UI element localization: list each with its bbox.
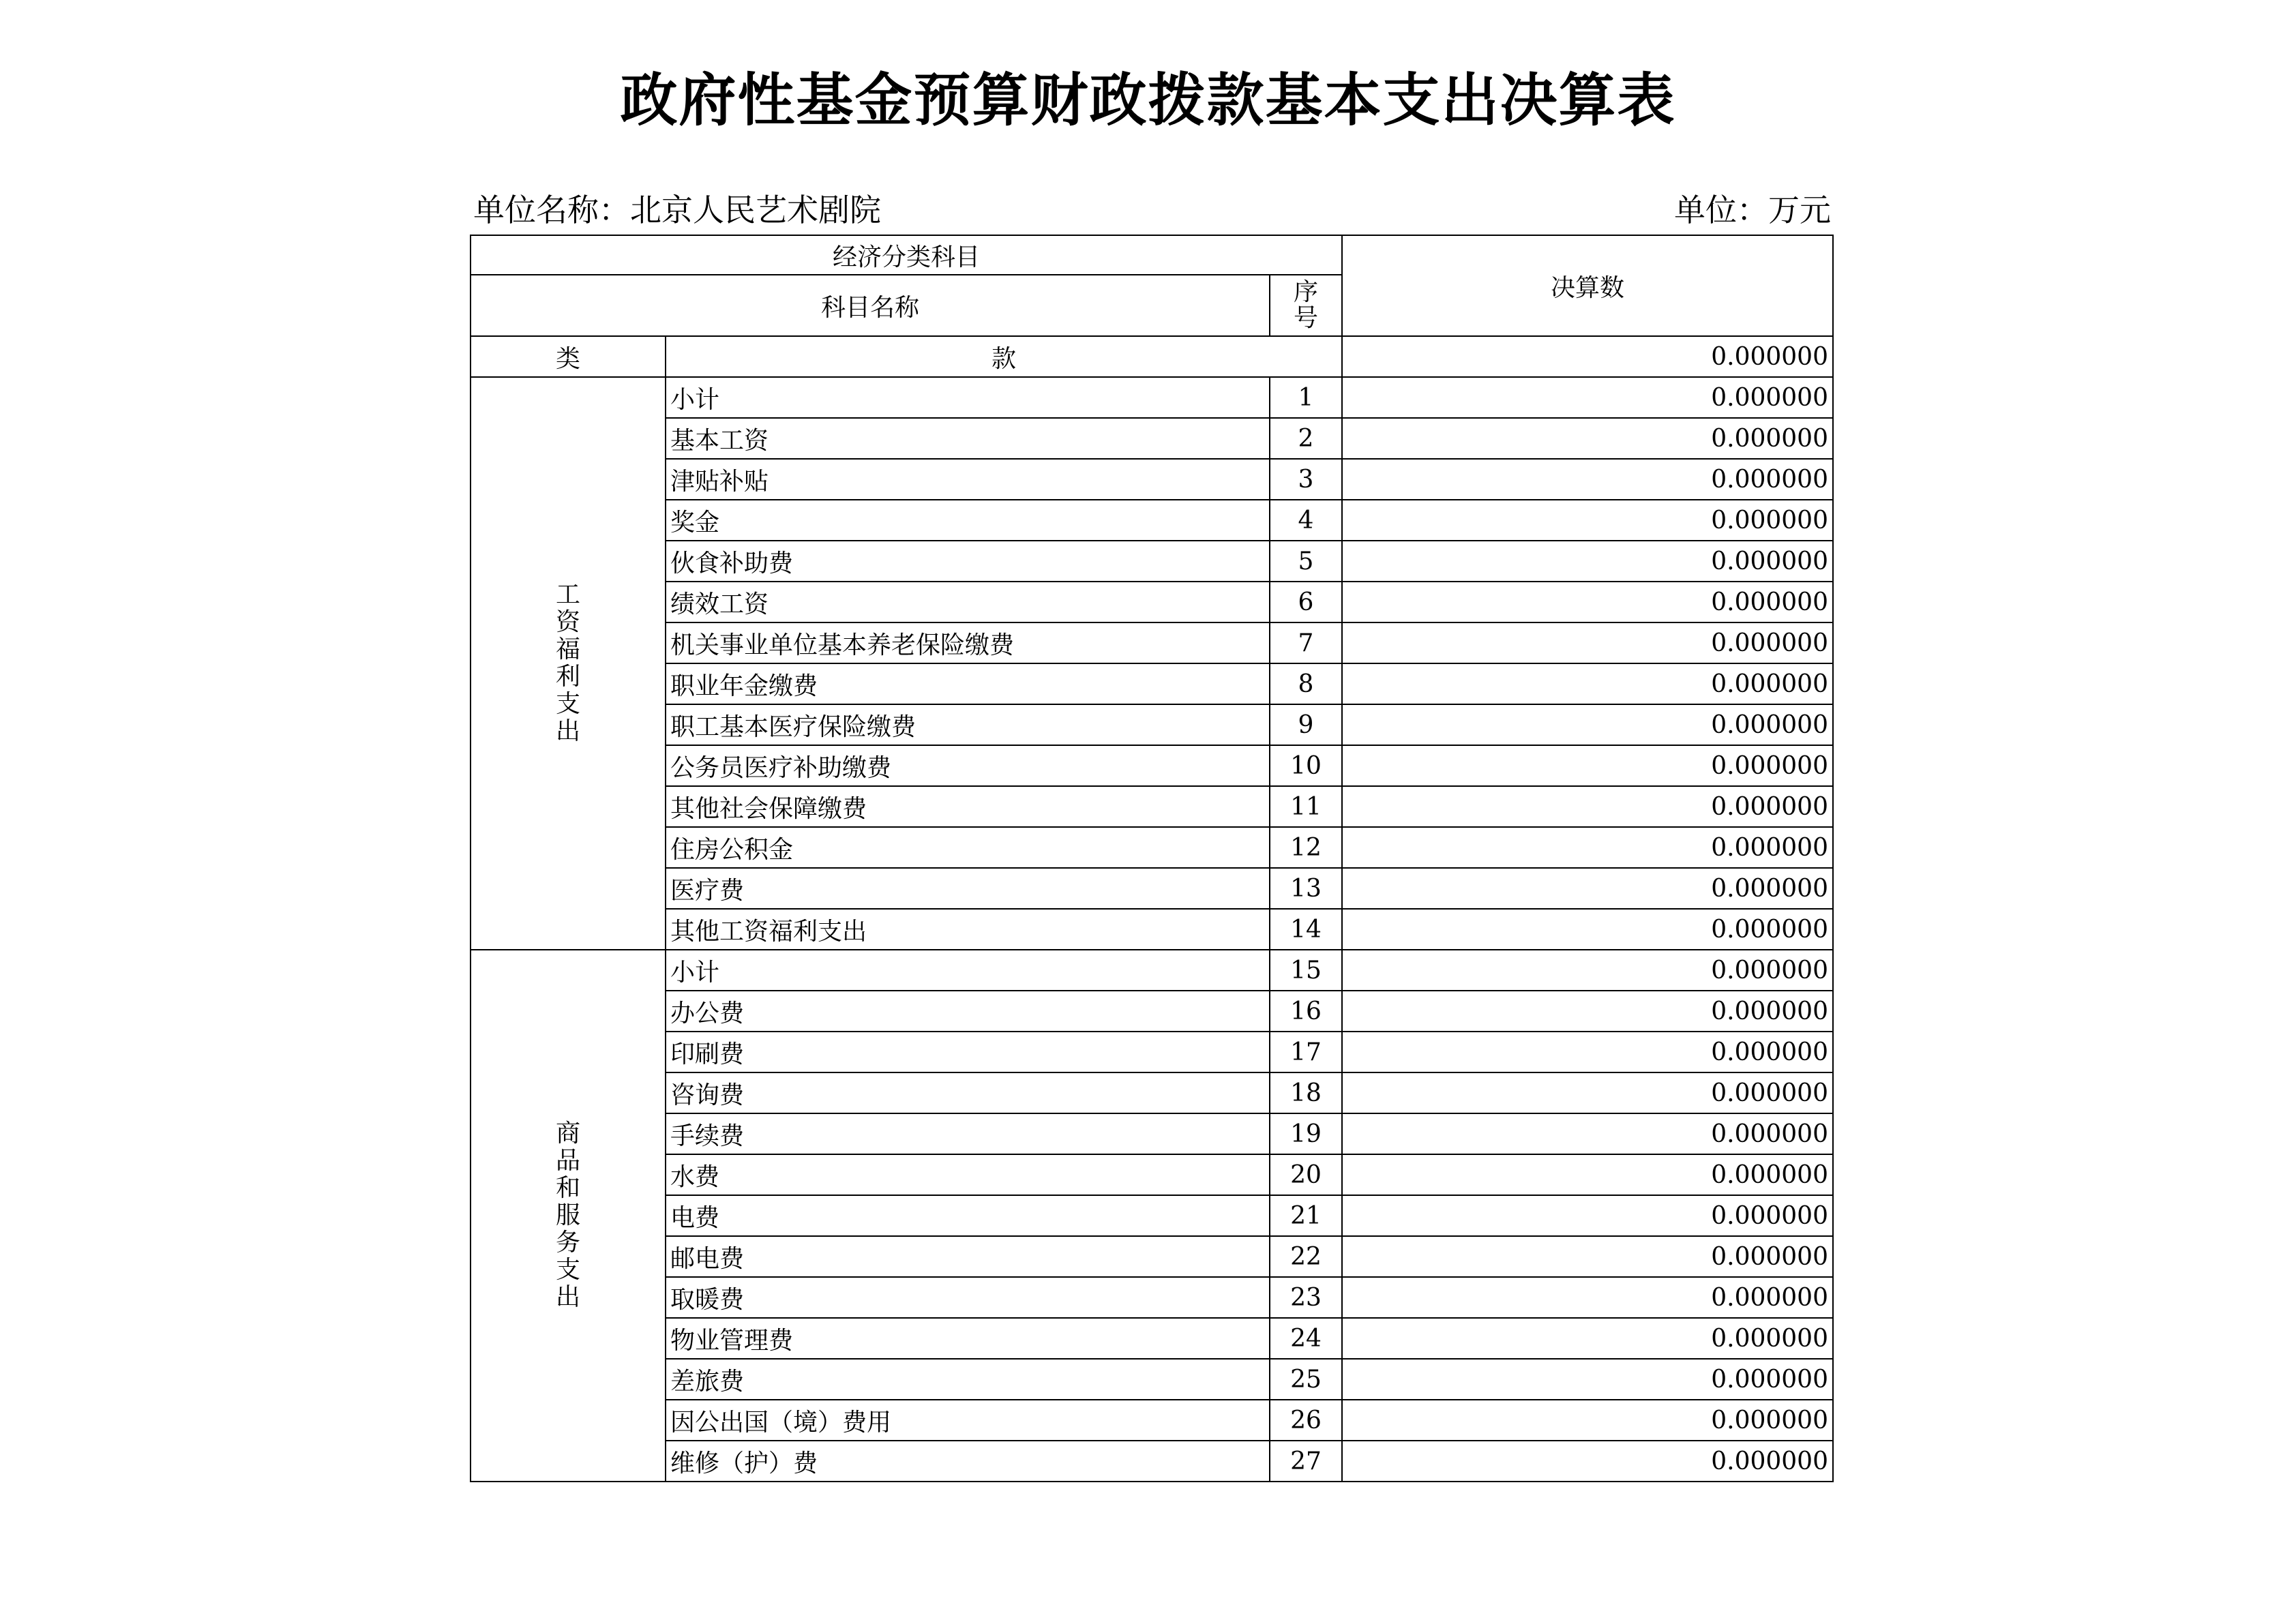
table-row <box>471 909 1833 950</box>
table-row <box>471 1400 1833 1441</box>
item-seq: 26 <box>1270 1400 1342 1441</box>
table-row <box>471 745 1833 786</box>
table-row <box>471 950 1833 991</box>
item-name: 医疗费 <box>666 868 1270 909</box>
item-seq: 10 <box>1270 745 1342 786</box>
item-seq: 16 <box>1270 991 1342 1032</box>
item-name: 办公费 <box>666 991 1270 1032</box>
item-seq: 5 <box>1270 541 1342 582</box>
item-name: 取暖费 <box>666 1277 1270 1318</box>
table-row <box>471 786 1833 827</box>
table-row <box>471 704 1833 745</box>
item-name: 奖金 <box>666 500 1270 541</box>
item-seq: 17 <box>1270 1032 1342 1072</box>
item-value: 0.000000 <box>1342 622 1833 663</box>
table-row <box>471 1277 1833 1318</box>
item-value: 0.000000 <box>1342 1113 1833 1154</box>
item-name: 小计 <box>666 377 1270 418</box>
item-seq: 12 <box>1270 827 1342 868</box>
item-name: 维修（护）费 <box>666 1441 1270 1482</box>
item-seq: 2 <box>1270 418 1342 459</box>
table-row <box>471 1236 1833 1277</box>
item-seq: 6 <box>1270 582 1342 622</box>
item-seq: 22 <box>1270 1236 1342 1277</box>
item-seq: 24 <box>1270 1318 1342 1359</box>
item-name: 住房公积金 <box>666 827 1270 868</box>
item-name: 因公出国（境）费用 <box>666 1400 1270 1441</box>
item-value: 0.000000 <box>1342 1195 1833 1236</box>
header-row-1 <box>471 235 1833 275</box>
header-kuan: 款 <box>666 336 1342 377</box>
item-name: 其他工资福利支出 <box>666 909 1270 950</box>
item-seq: 8 <box>1270 663 1342 704</box>
item-name: 津贴补贴 <box>666 459 1270 500</box>
table-row <box>471 541 1833 582</box>
item-name: 其他社会保障缴费 <box>666 786 1270 827</box>
item-value: 0.000000 <box>1342 745 1833 786</box>
item-value: 0.000000 <box>1342 1072 1833 1113</box>
item-seq: 1 <box>1270 377 1342 418</box>
item-value: 0.000000 <box>1342 950 1833 991</box>
table-row <box>471 418 1833 459</box>
table-row <box>471 377 1833 418</box>
item-value: 0.000000 <box>1342 1400 1833 1441</box>
item-value: 0.000000 <box>1342 418 1833 459</box>
item-seq: 7 <box>1270 622 1342 663</box>
currency-unit-label: 单位：万元 <box>1674 192 1831 228</box>
header-amount: 决算数 <box>1342 235 1833 336</box>
table-row <box>471 459 1833 500</box>
item-value: 0.000000 <box>1342 827 1833 868</box>
budget-table <box>470 235 1834 1482</box>
item-name: 咨询费 <box>666 1072 1270 1113</box>
item-name: 邮电费 <box>666 1236 1270 1277</box>
header-subject-name: 科目名称 <box>471 275 1270 336</box>
item-seq: 23 <box>1270 1277 1342 1318</box>
category-cell <box>471 377 666 950</box>
table-row <box>471 622 1833 663</box>
table-row <box>471 1195 1833 1236</box>
total-value: 0.000000 <box>1342 336 1833 377</box>
item-value: 0.000000 <box>1342 991 1833 1032</box>
item-seq: 4 <box>1270 500 1342 541</box>
item-name: 水费 <box>666 1154 1270 1195</box>
item-seq: 13 <box>1270 868 1342 909</box>
item-seq: 20 <box>1270 1154 1342 1195</box>
table-row <box>471 500 1833 541</box>
item-seq: 9 <box>1270 704 1342 745</box>
table-row <box>471 1359 1833 1400</box>
header-seq <box>1270 275 1342 336</box>
item-name: 差旅费 <box>666 1359 1270 1400</box>
item-name: 印刷费 <box>666 1032 1270 1072</box>
header-econ-class: 经济分类科目 <box>471 235 1342 275</box>
item-name: 电费 <box>666 1195 1270 1236</box>
unit-name-label: 单位名称：北京人民艺术剧院 <box>473 192 881 228</box>
category-cell <box>471 950 666 1482</box>
item-value: 0.000000 <box>1342 500 1833 541</box>
item-value: 0.000000 <box>1342 1441 1833 1482</box>
item-seq: 3 <box>1270 459 1342 500</box>
table-row <box>471 1441 1833 1482</box>
item-value: 0.000000 <box>1342 663 1833 704</box>
item-name: 机关事业单位基本养老保险缴费 <box>666 622 1270 663</box>
table-row <box>471 1072 1833 1113</box>
item-seq: 15 <box>1270 950 1342 991</box>
item-value: 0.000000 <box>1342 541 1833 582</box>
item-value: 0.000000 <box>1342 1318 1833 1359</box>
header-seq-text: 序 号 <box>1293 278 1318 332</box>
item-seq: 19 <box>1270 1113 1342 1154</box>
item-value: 0.000000 <box>1342 1236 1833 1277</box>
item-value: 0.000000 <box>1342 868 1833 909</box>
item-seq: 27 <box>1270 1441 1342 1482</box>
item-seq: 25 <box>1270 1359 1342 1400</box>
item-value: 0.000000 <box>1342 786 1833 827</box>
item-seq: 14 <box>1270 909 1342 950</box>
item-name: 小计 <box>666 950 1270 991</box>
header-row-3 <box>471 336 1833 377</box>
page-title: 政府性基金预算财政拨款基本支出决算表 <box>620 67 1676 134</box>
item-value: 0.000000 <box>1342 1277 1833 1318</box>
item-name: 伙食补助费 <box>666 541 1270 582</box>
table-row <box>471 1032 1833 1072</box>
item-value: 0.000000 <box>1342 704 1833 745</box>
item-name: 职业年金缴费 <box>666 663 1270 704</box>
item-value: 0.000000 <box>1342 1032 1833 1072</box>
table-row <box>471 1318 1833 1359</box>
item-value: 0.000000 <box>1342 459 1833 500</box>
table-row <box>471 1154 1833 1195</box>
table-row <box>471 582 1833 622</box>
item-seq: 11 <box>1270 786 1342 827</box>
item-name: 公务员医疗补助缴费 <box>666 745 1270 786</box>
category-name: 商品和服务支出 <box>555 1120 580 1311</box>
table-row <box>471 1113 1833 1154</box>
table-row <box>471 663 1833 704</box>
item-value: 0.000000 <box>1342 582 1833 622</box>
table-row <box>471 827 1833 868</box>
table-row <box>471 868 1833 909</box>
item-value: 0.000000 <box>1342 1359 1833 1400</box>
item-seq: 21 <box>1270 1195 1342 1236</box>
item-value: 0.000000 <box>1342 909 1833 950</box>
item-name: 手续费 <box>666 1113 1270 1154</box>
category-name: 工资福利支出 <box>555 581 580 745</box>
item-value: 0.000000 <box>1342 377 1833 418</box>
item-name: 职工基本医疗保险缴费 <box>666 704 1270 745</box>
item-name: 物业管理费 <box>666 1318 1270 1359</box>
item-seq: 18 <box>1270 1072 1342 1113</box>
item-value: 0.000000 <box>1342 1154 1833 1195</box>
item-name: 绩效工资 <box>666 582 1270 622</box>
header-lei: 类 <box>471 336 666 377</box>
table-row <box>471 991 1833 1032</box>
item-name: 基本工资 <box>666 418 1270 459</box>
